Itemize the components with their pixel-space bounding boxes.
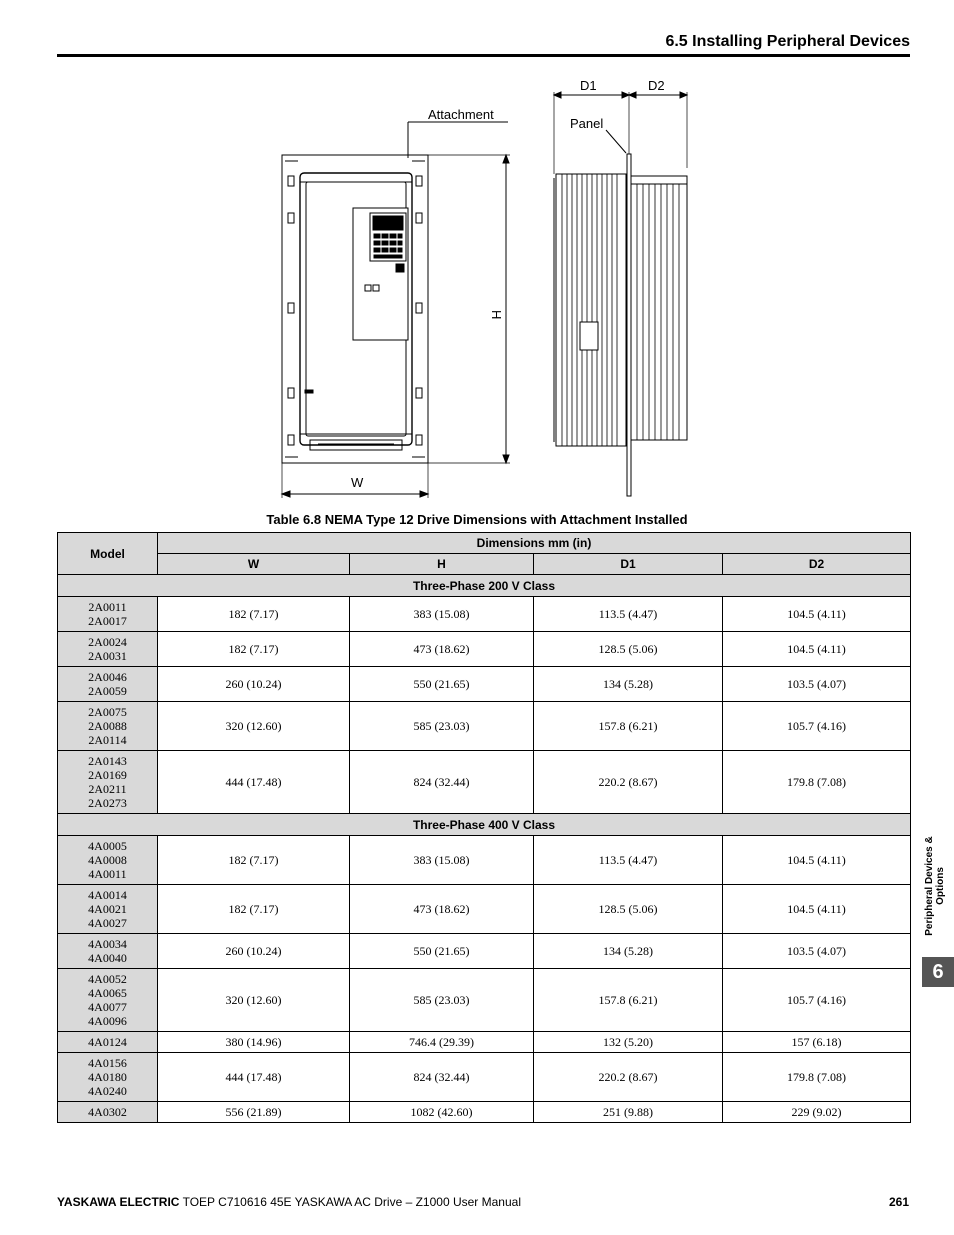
h-cell: 746.4 (29.39) — [350, 1032, 534, 1053]
footer-doc — [57, 1195, 521, 1209]
model-cell: 4A0124 — [58, 1032, 158, 1053]
h-cell: 585 (23.03) — [350, 969, 534, 1032]
class-200-row: Three-Phase 200 V Class — [58, 575, 911, 597]
d2-cell: 157 (6.18) — [723, 1032, 911, 1053]
table-caption: Table 6.8 NEMA Type 12 Drive Dimensions with Attachment Installed — [266, 512, 688, 527]
w-cell: 182 (7.17) — [158, 885, 350, 934]
w-cell: 260 (10.24) — [158, 934, 350, 969]
footer-doc-title: TOEP C710616 45E YASKAWA AC Drive – Z1000 User Manual — [182, 1195, 521, 1209]
heatsink-side-d2 — [631, 182, 687, 440]
model-cell: 4A0014 4A0021 4A0027 — [58, 885, 158, 934]
model-cell: 2A0046 2A0059 — [58, 667, 158, 702]
d1-cell: 113.5 (4.47) — [534, 836, 723, 885]
panel — [627, 154, 631, 496]
h-cell: 473 (18.62) — [350, 885, 534, 934]
d2-cell: 104.5 (4.11) — [723, 885, 911, 934]
label-d1: D1 — [580, 78, 597, 93]
d2-cell: 179.8 (7.08) — [723, 751, 911, 814]
w-cell: 320 (12.60) — [158, 969, 350, 1032]
w-cell: 182 (7.17) — [158, 632, 350, 667]
label-attachment: Attachment — [428, 107, 494, 122]
col-header-h: H — [350, 554, 534, 575]
d2-cell: 103.5 (4.07) — [723, 934, 911, 969]
d2-cell: 105.7 (4.16) — [723, 969, 911, 1032]
header-rule — [57, 54, 910, 57]
d2-cell: 103.5 (4.07) — [723, 667, 911, 702]
model-cell: 2A0075 2A0088 2A0114 — [58, 702, 158, 751]
w-cell: 320 (12.60) — [158, 702, 350, 751]
w-cell: 444 (17.48) — [158, 751, 350, 814]
w-cell: 182 (7.17) — [158, 836, 350, 885]
section-title: 6.5 Installing Peripheral Devices — [665, 33, 910, 50]
model-cell: 2A0011 2A0017 — [58, 597, 158, 632]
model-header: Model — [58, 533, 158, 575]
h-cell: 383 (15.08) — [350, 597, 534, 632]
d1-cell: 220.2 (8.67) — [534, 1053, 723, 1102]
footer-brand: YASKAWA ELECTRIC — [57, 1195, 180, 1209]
model-cell: 2A0024 2A0031 — [58, 632, 158, 667]
side-tab-label — [922, 826, 948, 946]
d1-cell: 220.2 (8.67) — [534, 751, 723, 814]
label-w: W — [351, 475, 364, 490]
col-header-w: W — [158, 554, 350, 575]
drive-body-side-d1 — [556, 174, 626, 446]
panel-leader — [606, 130, 626, 153]
label-panel: Panel — [570, 116, 604, 131]
drive-dimension-drawing — [270, 78, 700, 500]
col-header-d2: D2 — [723, 554, 911, 575]
col-header-d1: D1 — [534, 554, 723, 575]
w-cell: 444 (17.48) — [158, 1053, 350, 1102]
h-cell: 550 (21.65) — [350, 934, 534, 969]
d1-cell: 113.5 (4.47) — [534, 597, 723, 632]
model-cell: 4A0052 4A0065 4A0077 4A0096 — [58, 969, 158, 1032]
d1-cell: 132 (5.20) — [534, 1032, 723, 1053]
h-cell: 824 (32.44) — [350, 751, 534, 814]
d2-cell: 104.5 (4.11) — [723, 597, 911, 632]
dimensions-table — [57, 532, 911, 1123]
model-cell: 4A0156 4A0180 4A0240 — [58, 1053, 158, 1102]
w-cell: 556 (21.89) — [158, 1102, 350, 1123]
model-cell: 4A0005 4A0008 4A0011 — [58, 836, 158, 885]
d2-cell: 104.5 (4.11) — [723, 632, 911, 667]
d2-cell: 179.8 (7.08) — [723, 1053, 911, 1102]
d1-cell: 128.5 (5.06) — [534, 885, 723, 934]
d1-cell: 134 (5.28) — [534, 667, 723, 702]
d1-cell: 251 (9.88) — [534, 1102, 723, 1123]
w-cell: 182 (7.17) — [158, 597, 350, 632]
model-cell: 4A0302 — [58, 1102, 158, 1123]
page-number: 261 — [888, 1195, 909, 1209]
dimensions-header: Dimensions mm (in) — [158, 533, 911, 554]
h-cell: 550 (21.65) — [350, 667, 534, 702]
side-tab-text: Peripheral Devices & Options — [924, 836, 946, 936]
model-cell: 4A0034 4A0040 — [58, 934, 158, 969]
class-400-row: Three-Phase 400 V Class — [58, 814, 911, 836]
h-cell: 1082 (42.60) — [350, 1102, 534, 1123]
h-cell: 383 (15.08) — [350, 836, 534, 885]
h-cell: 824 (32.44) — [350, 1053, 534, 1102]
d1-cell: 128.5 (5.06) — [534, 632, 723, 667]
model-cell: 2A0143 2A0169 2A0211 2A0273 — [58, 751, 158, 814]
d2-cell: 104.5 (4.11) — [723, 836, 911, 885]
w-cell: 260 (10.24) — [158, 667, 350, 702]
d1-cell: 134 (5.28) — [534, 934, 723, 969]
d2-cell: 105.7 (4.16) — [723, 702, 911, 751]
chapter-tab: 6 — [922, 957, 954, 987]
d2-cell: 229 (9.02) — [723, 1102, 911, 1123]
w-cell: 380 (14.96) — [158, 1032, 350, 1053]
d1-cell: 157.8 (6.21) — [534, 702, 723, 751]
h-cell: 473 (18.62) — [350, 632, 534, 667]
d1-cell: 157.8 (6.21) — [534, 969, 723, 1032]
h-cell: 585 (23.03) — [350, 702, 534, 751]
label-h: H — [489, 310, 504, 320]
label-d2: D2 — [648, 78, 665, 93]
